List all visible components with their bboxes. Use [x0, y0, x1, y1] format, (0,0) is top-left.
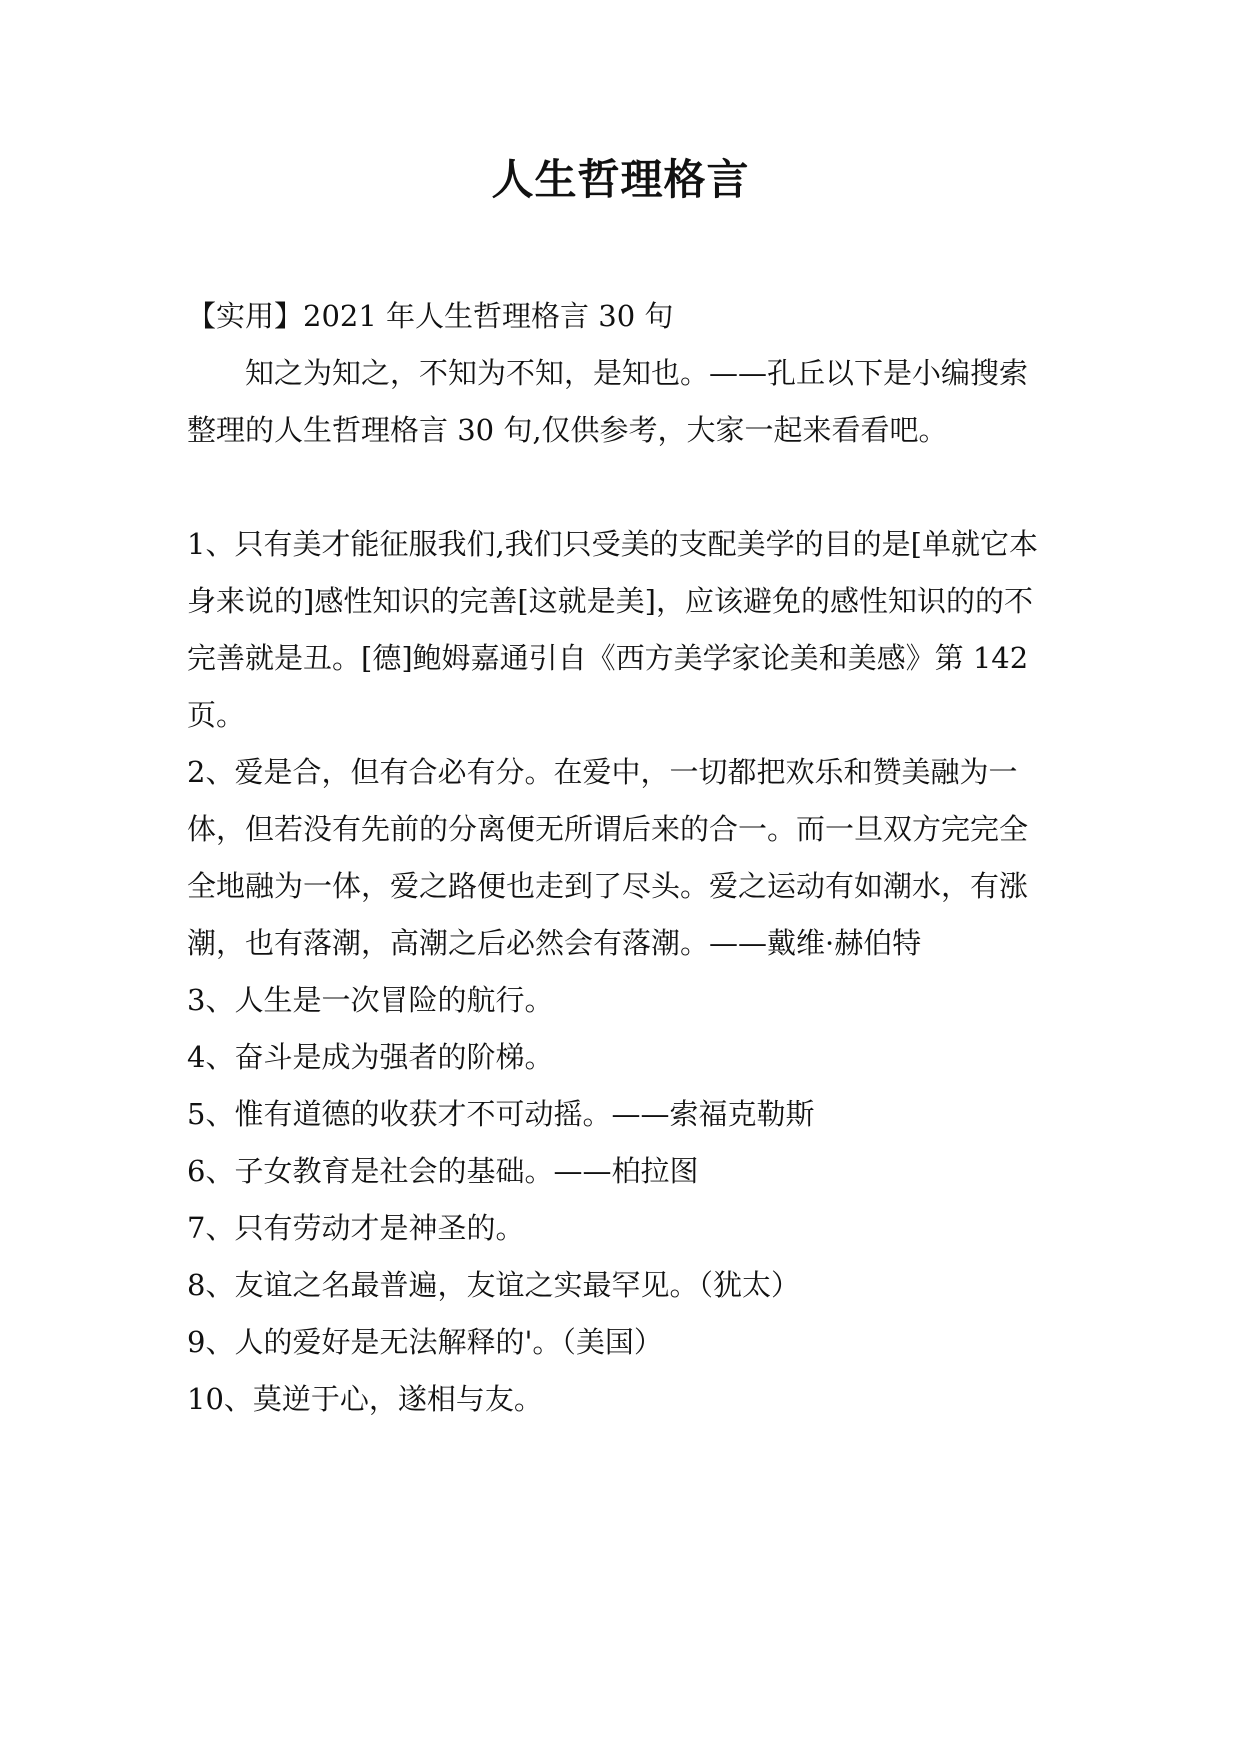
list-item: 7、只有劳动才是神圣的。: [187, 1211, 525, 1245]
list-item: 9、人的爱好是无法解释的'。（美国）: [187, 1325, 663, 1359]
page-title: 人生哲理格言: [491, 155, 750, 204]
list-item: 10、莫逆于心，遂相与友。: [187, 1382, 543, 1416]
list-item: 1、只有美才能征服我们,我们只受美的支配美学的目的是[单就它本身来说的]感性知识的完善[这就是美]，应该避免的感性知识的的不完善就是丑。[德]鲍姆嘉通引自《西方美学家论美和美感》第 142 页。: [187, 527, 1038, 732]
list-item: 2、爱是合，但有合必有分。在爱中，一切都把欢乐和赞美融为一体，但若没有先前的分离便无所谓后来的合一。而一旦双方完完全全地融为一体，爱之路便也走到了尽头。爱之运动有如潮水，有涨潮，也有落潮，高潮之后必然会有落潮。——戴维·赫伯特: [187, 755, 1029, 960]
paragraph-spacer: [187, 459, 1055, 516]
list-item: 4、奋斗是成为强者的阶梯。: [187, 1040, 554, 1074]
list-item: 8、友谊之名最普遍，友谊之实最罕见。（犹太）: [187, 1268, 800, 1302]
document-body: [187, 288, 1055, 1428]
intro-paragraph: 知之为知之，不知为不知，是知也。——孔丘以下是小编搜索整理的人生哲理格言 30 句,仅供参考，大家一起来看看吧。: [187, 356, 1029, 447]
subtitle: 【实用】2021 年人生哲理格言 30 句: [187, 299, 674, 333]
list-item: 5、惟有道德的收获才不可动摇。——索福克勒斯: [187, 1097, 815, 1131]
list-item: 3、人生是一次冒险的航行。: [187, 983, 554, 1017]
list-item: 6、子女教育是社会的基础。——柏拉图: [187, 1154, 699, 1188]
